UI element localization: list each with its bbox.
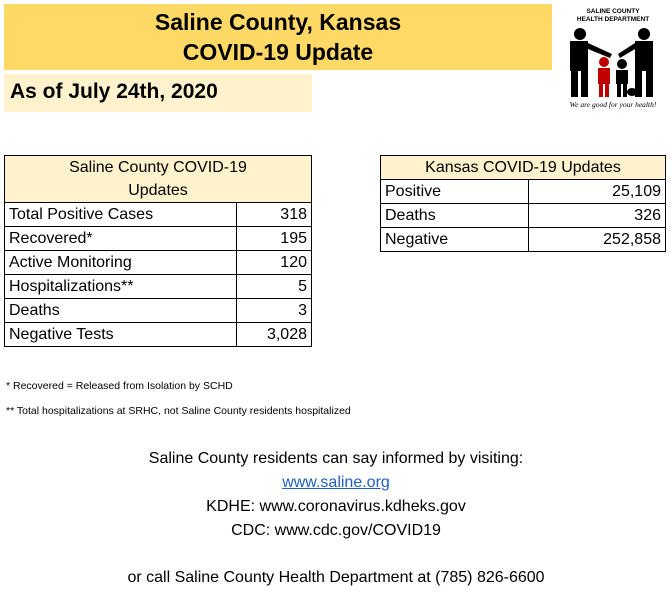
row-label: Recovered* [5, 227, 237, 251]
table-row [5, 299, 312, 323]
footer-phone: or call Saline County Health Department at (785) 826-6600 [127, 569, 545, 586]
title-banner [4, 4, 552, 70]
row-value: 25,109 [528, 180, 665, 204]
logo-text-line2: HEALTH DEPARTMENT [576, 16, 650, 23]
row-value: 120 [237, 251, 312, 275]
as-of-date-bar [4, 74, 312, 112]
row-label: Deaths [5, 299, 237, 323]
footer-saline-link-row [0, 474, 672, 492]
page-title: Saline County, Kansas [154, 9, 402, 35]
row-label: Hospitalizations** [5, 275, 237, 299]
row-value: 3 [237, 299, 312, 323]
row-label: Active Monitoring [5, 251, 237, 275]
footnote-hospitalizations: ** Total hospitalizations at SRHC, not Saline County residents hospitalized [6, 405, 351, 417]
saline-table-header [5, 156, 312, 203]
as-of-date: As of July 24th, 2020 [10, 80, 218, 103]
footnote-recovered: * Recovered = Released from Isolation by SCHD [6, 380, 233, 392]
kansas-table-header: Kansas COVID-19 Updates [381, 156, 666, 180]
row-label: Positive [381, 180, 529, 204]
saline-website-link[interactable]: www.saline.org [282, 474, 390, 491]
row-value: 5 [237, 275, 312, 299]
page-subtitle: COVID-19 Update [182, 39, 374, 65]
row-value: 3,028 [237, 323, 312, 347]
table-row [5, 251, 312, 275]
family-icon [560, 24, 666, 102]
table-row [381, 204, 666, 228]
row-label: Negative [381, 228, 529, 252]
row-value: 326 [528, 204, 665, 228]
row-label: Negative Tests [5, 323, 237, 347]
row-value: 318 [237, 203, 312, 227]
table-row [381, 180, 666, 204]
saline-table-title-line2: Updates [128, 182, 188, 199]
row-value: 195 [237, 227, 312, 251]
footer-cdc: CDC: www.cdc.gov/COVID19 [231, 522, 441, 539]
table-row [5, 203, 312, 227]
row-label: Deaths [381, 204, 529, 228]
saline-table-title-line1: Saline County COVID-19 [69, 159, 247, 176]
logo-tagline: We are good for your health! [569, 100, 657, 109]
saline-county-table [4, 155, 312, 347]
table-row [5, 275, 312, 299]
health-department-logo [560, 6, 666, 110]
kansas-table [380, 155, 666, 252]
table-row [5, 323, 312, 347]
row-label: Total Positive Cases [5, 203, 237, 227]
footer-intro: Saline County residents can say informed by visiting: [148, 450, 524, 467]
table-row [5, 227, 312, 251]
row-value: 252,858 [528, 228, 665, 252]
table-row [381, 228, 666, 252]
footer-kdhe: KDHE: www.coronavirus.kdheks.gov [206, 498, 466, 515]
logo-text-line1: SALINE COUNTY [586, 8, 640, 15]
